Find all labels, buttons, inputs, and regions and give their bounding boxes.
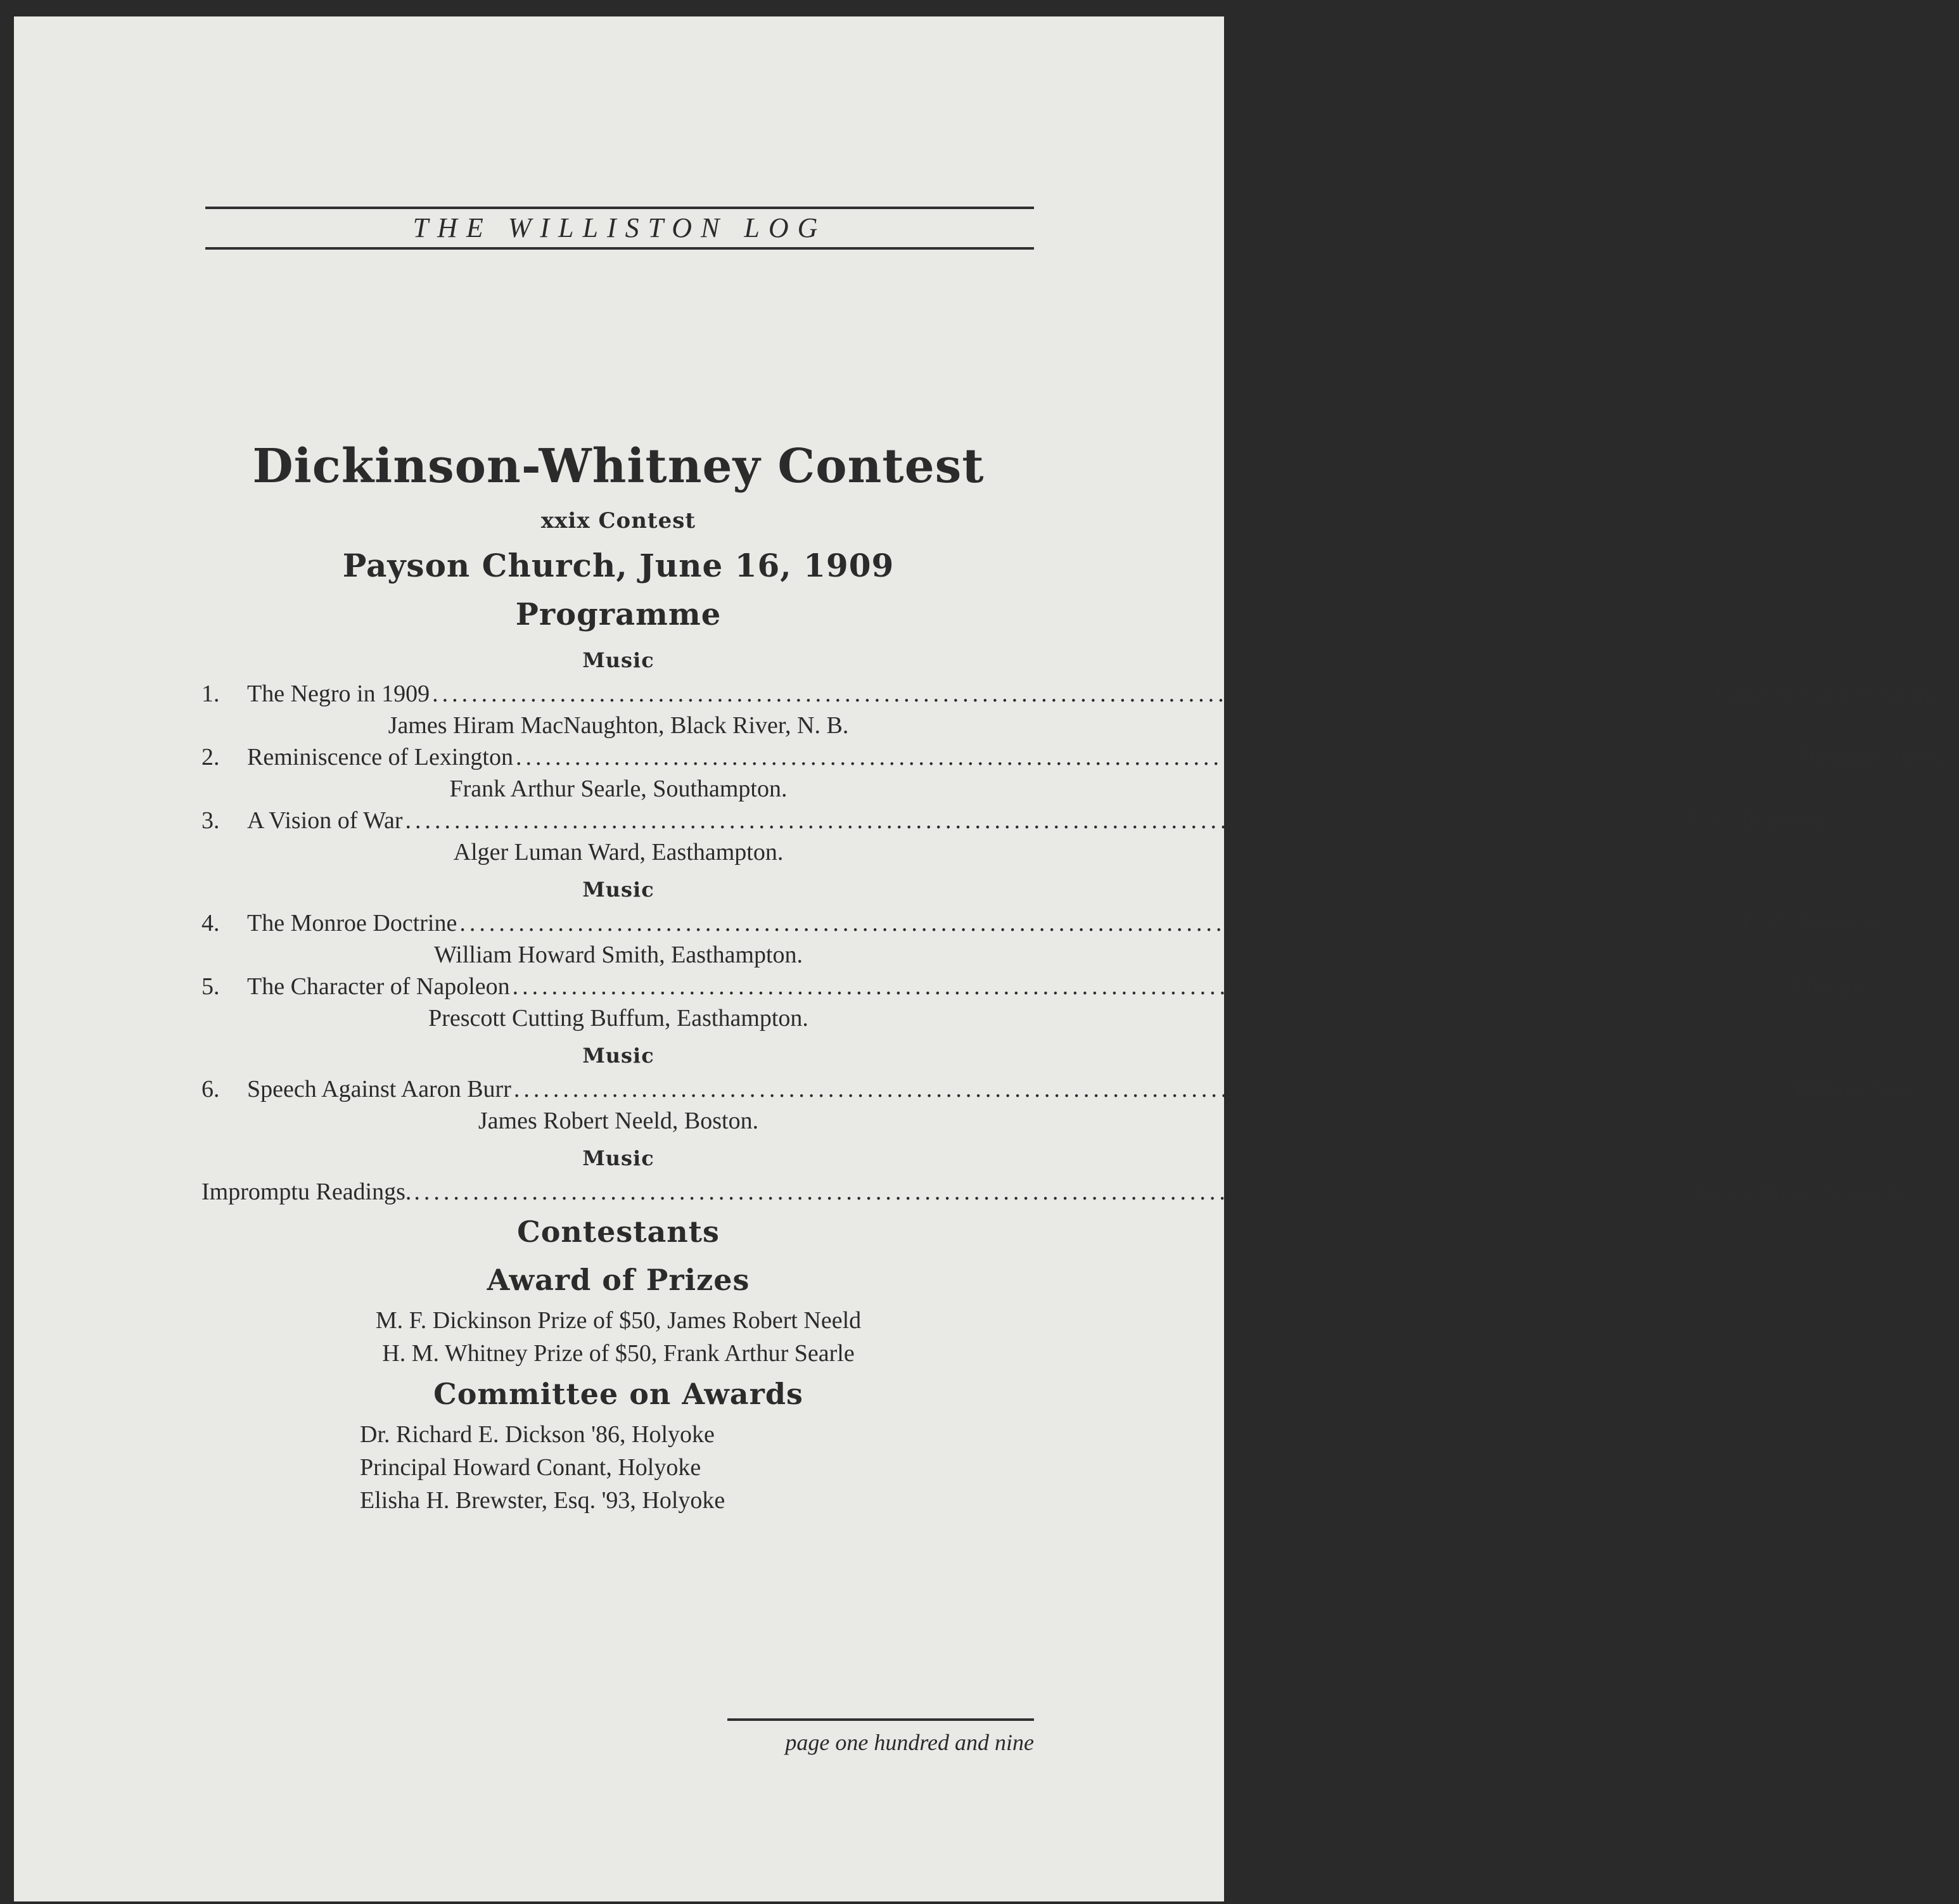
awards-heading: Award of Prizes	[487, 1263, 750, 1297]
document-page	[14, 16, 1959, 1901]
impromptu-title: Impromptu Readings.	[201, 1179, 412, 1205]
item-number: 2.	[201, 744, 220, 770]
item-title: A Vision of War	[247, 807, 403, 834]
item-title: Reminiscence of Lexington	[247, 744, 513, 770]
running-title: THE WILLISTON LOG	[412, 212, 827, 243]
item-title: The Negro in 1909	[247, 680, 430, 707]
item-title: The Character of Napoleon	[247, 973, 510, 1000]
prize-line: H. M. Whitney Prize of $50, Frank Arthur Searle	[382, 1340, 855, 1367]
running-header	[205, 207, 1034, 250]
contest-venue: Payson Church, June 16, 1909	[342, 547, 895, 584]
item-author: J. M. Thurston	[1739, 910, 1881, 936]
programme-item	[201, 741, 1959, 773]
contestants-heading: Contestants	[517, 1215, 720, 1249]
impromptu-item	[201, 1176, 1901, 1208]
leader-dots: ..................................................................................................................................	[459, 910, 1737, 936]
impromptu-author: James Russell Lowell	[1693, 1179, 1901, 1205]
item-speaker: Frank Arthur Searle, Southampton.	[449, 776, 788, 802]
item-author: Judge Wendell P. Stafford	[1711, 680, 1958, 707]
programme-item	[201, 1073, 1916, 1105]
item-author: Theodore Parker	[1795, 744, 1959, 770]
contest-title: Dickinson-Whitney Contest	[252, 439, 985, 494]
committee-member: Dr. Richard E. Dickson '86, Holyoke	[360, 1421, 715, 1448]
item-title: The Monroe Doctrine	[247, 910, 457, 936]
programme-item	[201, 971, 1866, 1002]
item-speaker: James Hiram MacNaughton, Black River, N. B.	[388, 712, 849, 739]
prize-line: M. F. Dickinson Prize of $50, James Robert Neeld	[375, 1307, 862, 1334]
committee-heading: Committee on Awards	[433, 1377, 803, 1411]
item-author: William Wirt	[1792, 1076, 1916, 1102]
leader-dots: ..................................................................................................................................	[513, 1076, 1790, 1102]
item-author: Phillips	[1791, 973, 1866, 1000]
footer-rule	[727, 1718, 1034, 1721]
music-label: Music	[582, 648, 654, 672]
page-number: page one hundred and nine	[785, 1730, 1034, 1755]
leader-dots: ..................................................................................................................................	[414, 1179, 1691, 1205]
item-number: 3.	[201, 807, 220, 834]
item-number: 5.	[201, 973, 220, 1000]
programme-item	[201, 907, 1881, 939]
programme-item	[201, 678, 1958, 710]
programme-item	[201, 805, 1828, 836]
item-number: 4.	[201, 910, 220, 936]
item-speaker: William Howard Smith, Easthampton.	[433, 942, 803, 968]
item-speaker: James Robert Neeld, Boston.	[478, 1108, 759, 1134]
leader-dots: ..................................................................................................................................	[512, 973, 1789, 1000]
committee-member: Elisha H. Brewster, Esq. '93, Holyoke	[360, 1487, 725, 1514]
item-speaker: Alger Luman Ward, Easthampton.	[453, 839, 784, 866]
leader-dots: ..................................................................................................................................	[516, 744, 1792, 770]
contest-subtitle: xxix Contest	[540, 508, 696, 534]
leader-dots: ..................................................................................................................................	[405, 807, 1682, 834]
item-number: 6.	[201, 1076, 220, 1102]
item-author: R. G. Ingersoll	[1684, 807, 1828, 834]
programme-heading: Programme	[515, 597, 722, 632]
item-speaker: Prescott Cutting Buffum, Easthampton.	[428, 1005, 808, 1032]
page-footer	[727, 1718, 1034, 1761]
programme-content	[201, 435, 1959, 1517]
music-label: Music	[582, 1146, 654, 1170]
committee-member: Principal Howard Conant, Holyoke	[360, 1454, 701, 1481]
leader-dots: ..................................................................................................................................	[432, 680, 1709, 707]
item-title: Speech Against Aaron Burr	[247, 1076, 511, 1102]
item-number: 1.	[201, 680, 220, 707]
music-label: Music	[582, 1044, 654, 1068]
header-bottom-rule	[205, 247, 1034, 250]
music-label: Music	[582, 878, 654, 902]
